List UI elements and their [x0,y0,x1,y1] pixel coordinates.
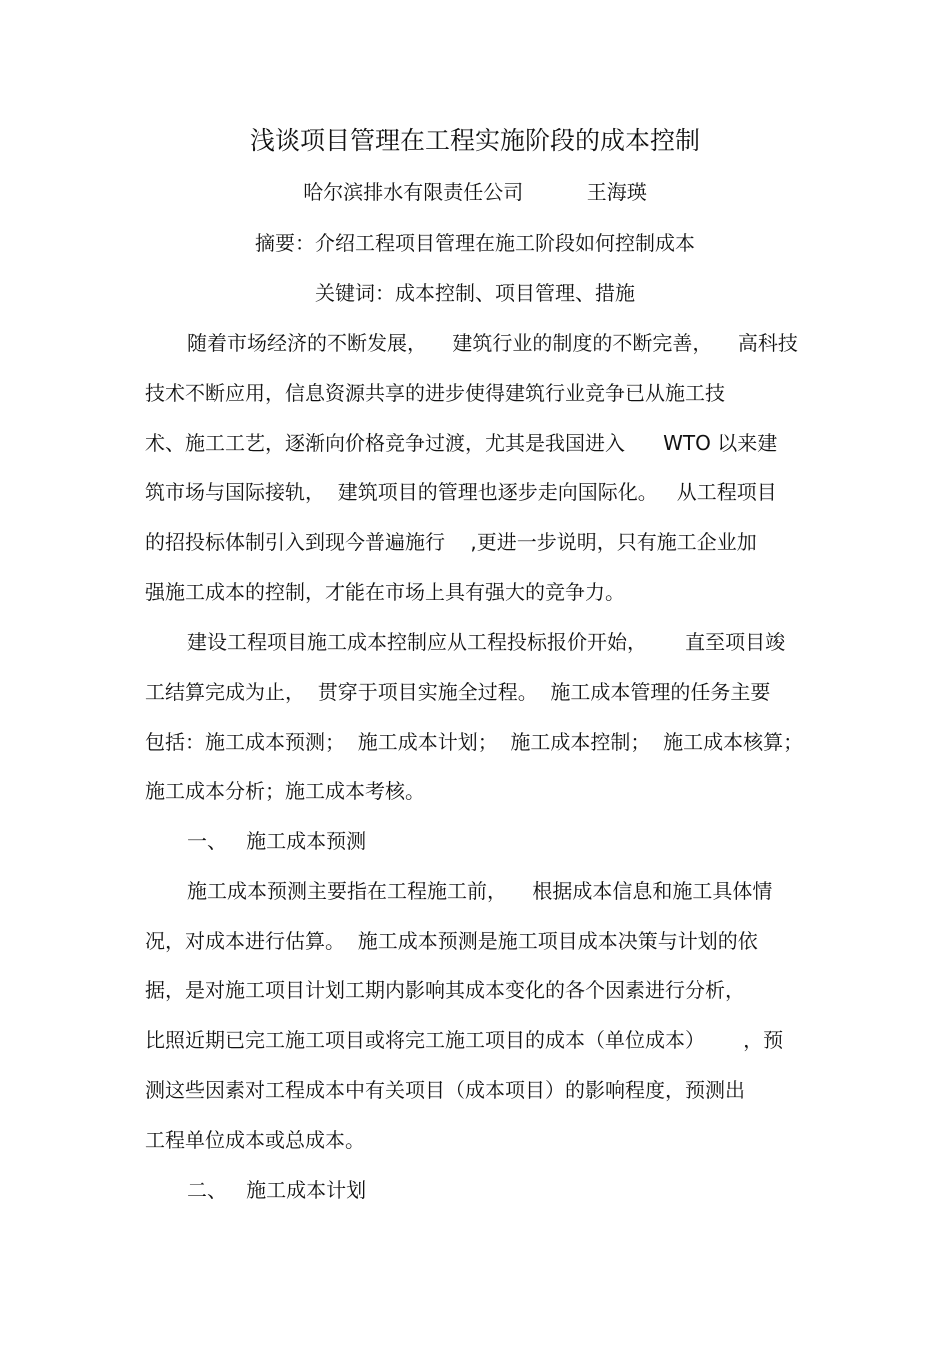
paragraph-line: 施工成本预测主要指在工程施工前， 根据成本信息和施工具体情 [187,879,773,903]
paragraph-line: 术、施工工艺，逐渐向价格竞争过渡，尤其是我国进入 WTO 以来建 [145,431,778,455]
paragraph-line: 技术不断应用，信息资源共享的进步使得建筑行业竞争已从施工技 [145,381,725,405]
paragraph-line: 建设工程项目施工成本控制应从工程投标报价开始， 直至项目竣 [187,630,786,654]
keywords-line: 关键词：成本控制、项目管理、措施 [315,281,635,305]
paragraph-line: 工结算完成为止， 贯穿于项目实施全过程。 施工成本管理的任务主要 [145,680,771,704]
section-heading: 一、 施工成本预测 [187,829,367,853]
paragraph-line: 强施工成本的控制，才能在市场上具有强大的竞争力。 [145,580,625,604]
paragraph-line: 况，对成本进行估算。 施工成本预测是施工项目成本决策与计划的依 [145,929,758,953]
paragraph-line: 比照近期已完工施工项目或将完工施工项目的成本（单位成本） ，预 [145,1028,784,1052]
paragraph-line: 包括：施工成本预测； 施工成本计划； 施工成本控制； 施工成本核算； [145,730,804,754]
section-heading: 二、 施工成本计划 [187,1178,367,1202]
paragraph-line: 据，是对施工项目计划工期内影响其成本变化的各个因素进行分析， [145,978,745,1002]
author-line: 哈尔滨排水有限责任公司 王海瑛 [303,180,647,204]
abstract-line: 摘要：介绍工程项目管理在施工阶段如何控制成本 [255,231,695,255]
paragraph-line: 随着市场经济的不断发展， 建筑行业的制度的不断完善， 高科技 [187,331,798,355]
document-title: 浅谈项目管理在工程实施阶段的成本控制 [249,126,700,155]
paragraph-line: 施工成本分析；施工成本考核。 [145,779,425,803]
paragraph-line: 筑市场与国际接轨， 建筑项目的管理也逐步走向国际化。 从工程项目 [145,480,777,504]
paragraph-line: 工程单位成本或总成本。 [145,1128,365,1152]
paragraph-line: 测这些因素对工程成本中有关项目（成本项目）的影响程度，预测出 [145,1078,745,1102]
paragraph-line: 的招投标体制引入到现今普遍施行 ,更进一步说明，只有施工企业加 [145,530,757,554]
